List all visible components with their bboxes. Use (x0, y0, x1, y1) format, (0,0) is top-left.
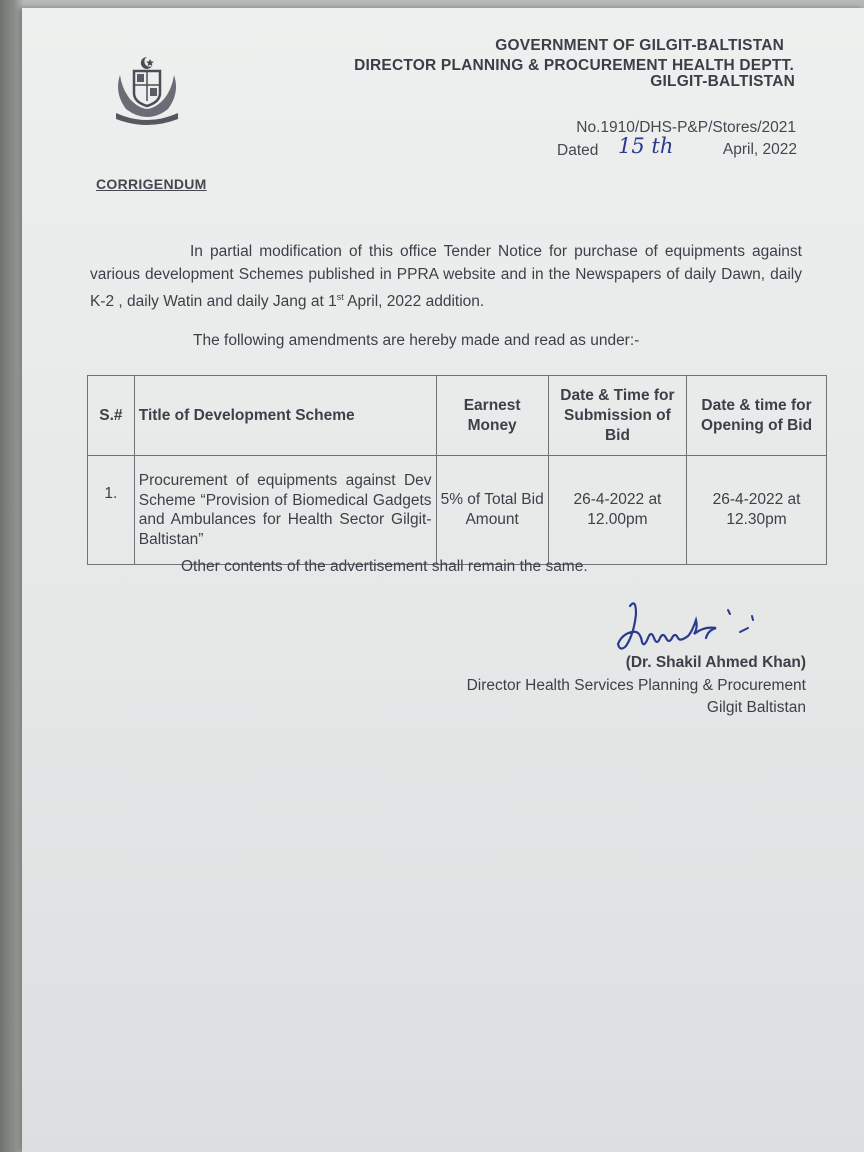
cell-opening: 26-4-2022 at 12.30pm (687, 456, 827, 565)
signatory-designation: Director Health Services Planning & Procurement (466, 676, 806, 694)
body-paragraph (90, 240, 802, 313)
cell-earnest: 5% of Total Bid Amount (436, 456, 548, 565)
cell-submission: 26-4-2022 at 12.00pm (548, 456, 686, 565)
dated-month-year: April, 2022 (722, 141, 797, 158)
cell-title: Procurement of equipments against Dev Scheme “Provision of Biomedical Gadgets and Ambulances for Health Sector Gilgit-Baltistan” (134, 456, 436, 565)
header-sno: S.# (88, 376, 135, 456)
header-opening: Date & time for Opening of Bid (687, 376, 827, 456)
header-line-3: GILGIT-BALTISTAN (650, 73, 795, 90)
paragraph-text-end: April, 2022 addition. (343, 293, 485, 311)
header-line-1: GOVERNMENT OF GILGIT-BALTISTAN (495, 37, 784, 54)
paragraph-superscript: st (336, 292, 344, 302)
reference-number: No.1910/DHS-P&P/Stores/2021 (576, 119, 796, 136)
cell-sno: 1. (88, 456, 135, 565)
signatory-block (467, 652, 806, 720)
signatory-place: Gilgit Baltistan (706, 699, 806, 716)
table-row (88, 456, 827, 565)
dated-handwritten-day: 15 th (618, 134, 674, 158)
header-line-2: DIRECTOR PLANNING & PROCUREMENT HEALTH DEPTT. (354, 57, 794, 74)
dated-label: Dated (557, 142, 599, 159)
amendments-line: The following amendments are hereby made and read as under:- (193, 332, 640, 349)
header-submission: Date & Time for Submission of Bid (548, 376, 686, 456)
header-earnest: Earnest Money (436, 376, 548, 456)
header-title: Title of Development Scheme (134, 376, 436, 456)
document-title: CORRIGENDUM (96, 176, 207, 192)
state-emblem-icon (112, 55, 182, 127)
amendments-table (87, 375, 827, 565)
signatory-name: (Dr. Shakil Ahmed Khan) (625, 654, 806, 671)
signature-icon (600, 596, 790, 658)
paragraph-text-main: In partial modification of this office Tender Notice for purchase of equipments against various development Schemes published in PPRA website and in the Newspapers of daily Dawn, daily K-2 , daily Watin and daily Jang at 1 (90, 243, 802, 311)
table-header-row (88, 376, 827, 456)
closing-line: Other contents of the advertisement shall remain the same. (181, 558, 588, 575)
